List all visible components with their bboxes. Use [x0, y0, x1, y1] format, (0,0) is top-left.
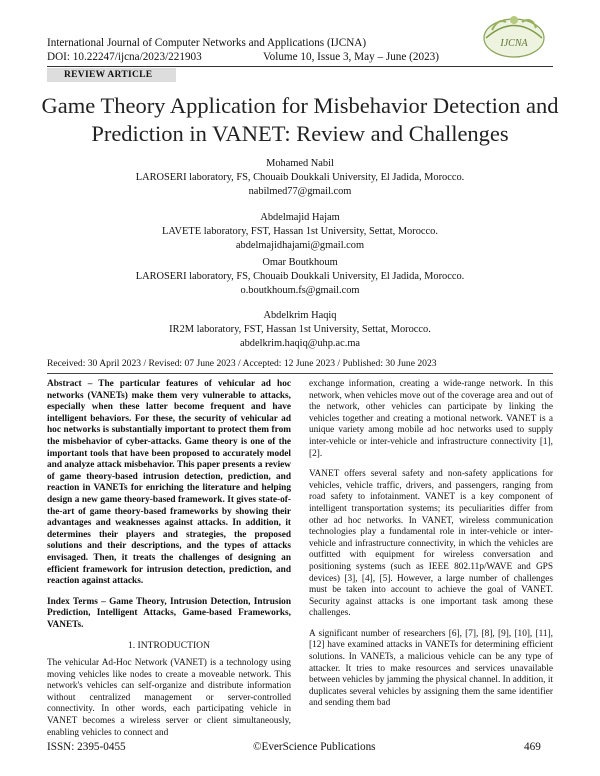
- author-affiliation: LAROSERI laboratory, FS, Chouaib Doukkali University, El Jadida, Morocco.: [135, 271, 465, 282]
- author-block: [20, 309, 580, 351]
- left-column: [47, 379, 291, 748]
- author-affiliation: IR2M laboratory, FST, Hassan 1st University, Settat, Morocco.: [169, 324, 431, 335]
- author-name: Omar Boutkhoum: [262, 257, 338, 268]
- body-paragraph: VANET offers several safety and non-safety applications for vehicles, vehicle traffic, drivers, and passengers, ranging from road safety to infotainment. VANET is a key component of intelligent transportation systems; its peculiarities differ from other ad hoc networks. In VANET, wireless communication technologies play a fundamental role in inter-vehicle or inter-vehicle and infrastructure connectivity, in which the vehicles are outfitted with equipment for wireless conversation and positioning systems (such as IEEE 802.11p/WAVE and GPS devices) [3], [4], [5]. However, a large number of challenges must be taken into account to achieve the goal of VANET. Security against attacks is one important task among these challenges.: [309, 469, 553, 619]
- author-name: Mohamed Nabil: [266, 158, 334, 169]
- article-type-badge: REVIEW ARTICLE: [47, 68, 176, 82]
- page-number: 469: [524, 741, 541, 753]
- body-paragraph: exchange information, creating a wide-range network. In this network, when vehicles move out of the coverage area and out of the network, other vehicles can participate by linking the vehicles together and creating a motional network. VANET is a unique variety among mobile ad hoc networks used to supply inter-vehicle or inter-vehicle and infrastructure connectivity [1], [2].: [309, 379, 553, 459]
- journal-name: International Journal of Computer Networks and Applications (IJCNA): [47, 37, 367, 49]
- author-name: Abdelmajid Hajam: [260, 212, 340, 223]
- author-email[interactable]: o.boutkhoum.fs@gmail.com: [240, 285, 360, 296]
- publication-dates: Received: 30 April 2023 / Revised: 07 June 2023 / Accepted: 12 June 2023 / Published: 30 June 2023: [47, 358, 437, 369]
- author-email[interactable]: nabilmed77@gmail.com: [248, 186, 352, 197]
- author-name: Abdelkrim Haqiq: [263, 310, 337, 321]
- author-email[interactable]: abdelkrim.haqiq@uhp.ac.ma: [239, 338, 361, 349]
- doi[interactable]: DOI: 10.22247/ijcna/2023/221903: [47, 51, 202, 63]
- author-affiliation: LAVETE laboratory, FST, Hassan 1st University, Settat, Morocco.: [162, 226, 438, 237]
- abstract: Abstract – The particular features of vehicular ad hoc networks (VANETs) make them very vulnerable to attacks, especially when these latter become frequent and have intelligent behaviors. For these, the security of vehicular ad hoc networks is substantially important to protect them from the misbehavior of cyber-attacks. Game theory is one of the important tools that have been proposed to accurately model and analyze attack misbehavior. This paper presents a review of game theory-based intrusion detection, prediction, and reaction in VANETs for enriching the literature and helping design a new game theory-based framework. It gives state-of-the-art of game theory-based frameworks by showing their advantages and weaknesses against attacks. In addition, it determines their players and strategies, the proposed solutions and their descriptions, and the types of attacks envisaged. Then, it treats the challenges of designing an efficient framework for intrusion detection, prediction, and reaction against attacks.: [47, 379, 291, 587]
- intro-paragraph: The vehicular Ad-Hoc Network (VANET) is a technology using moving vehicles like nodes to create a moveable network. This network's vehicles can self-organize and distribute information without centralized management or server-controlled connectivity. In other words, each participating vehicle in VANET becomes a wireless server or client simultaneously, enabling vehicles to connect and: [47, 658, 291, 738]
- publisher: ©EverScience Publications: [253, 741, 376, 753]
- dates-rule: [47, 373, 553, 374]
- index-terms: Index Terms – Game Theory, Intrusion Detection, Intrusion Prediction, Intelligent Attacks, Game-based Frameworks, VANETs.: [47, 596, 291, 630]
- body-paragraph: A significant number of researchers [6], [7], [8], [9], [10], [11], [12] have examined attacks in VANETs for determining efficient solutions. In VANETs, a malicious vehicle can be any type of attacker. It tries to make resources and services unavailable between vehicles by jamming the physical channel. In addition, it duplicates several vehicles by assigning them the same identifier and sending them bad: [309, 628, 553, 709]
- author-block: [20, 256, 580, 298]
- issn: ISSN: 2395-0455: [47, 741, 126, 753]
- paper-title: Game Theory Application for Misbehavior Detection and Prediction in VANET: Review and Challenges: [41, 93, 559, 146]
- author-block: [20, 211, 580, 253]
- author-email[interactable]: abdelmajidhajami@gmail.com: [235, 240, 365, 251]
- journal-logo: [478, 8, 550, 60]
- author-block: [20, 157, 580, 199]
- logo-text: IJCNA: [500, 38, 528, 49]
- author-affiliation: LAROSERI laboratory, FS, Chouaib Doukkali University, El Jadida, Morocco.: [135, 172, 465, 183]
- volume-issue: Volume 10, Issue 3, May – June (2023): [263, 51, 439, 63]
- section-heading: 1. INTRODUCTION: [127, 640, 211, 652]
- right-column: [309, 379, 553, 719]
